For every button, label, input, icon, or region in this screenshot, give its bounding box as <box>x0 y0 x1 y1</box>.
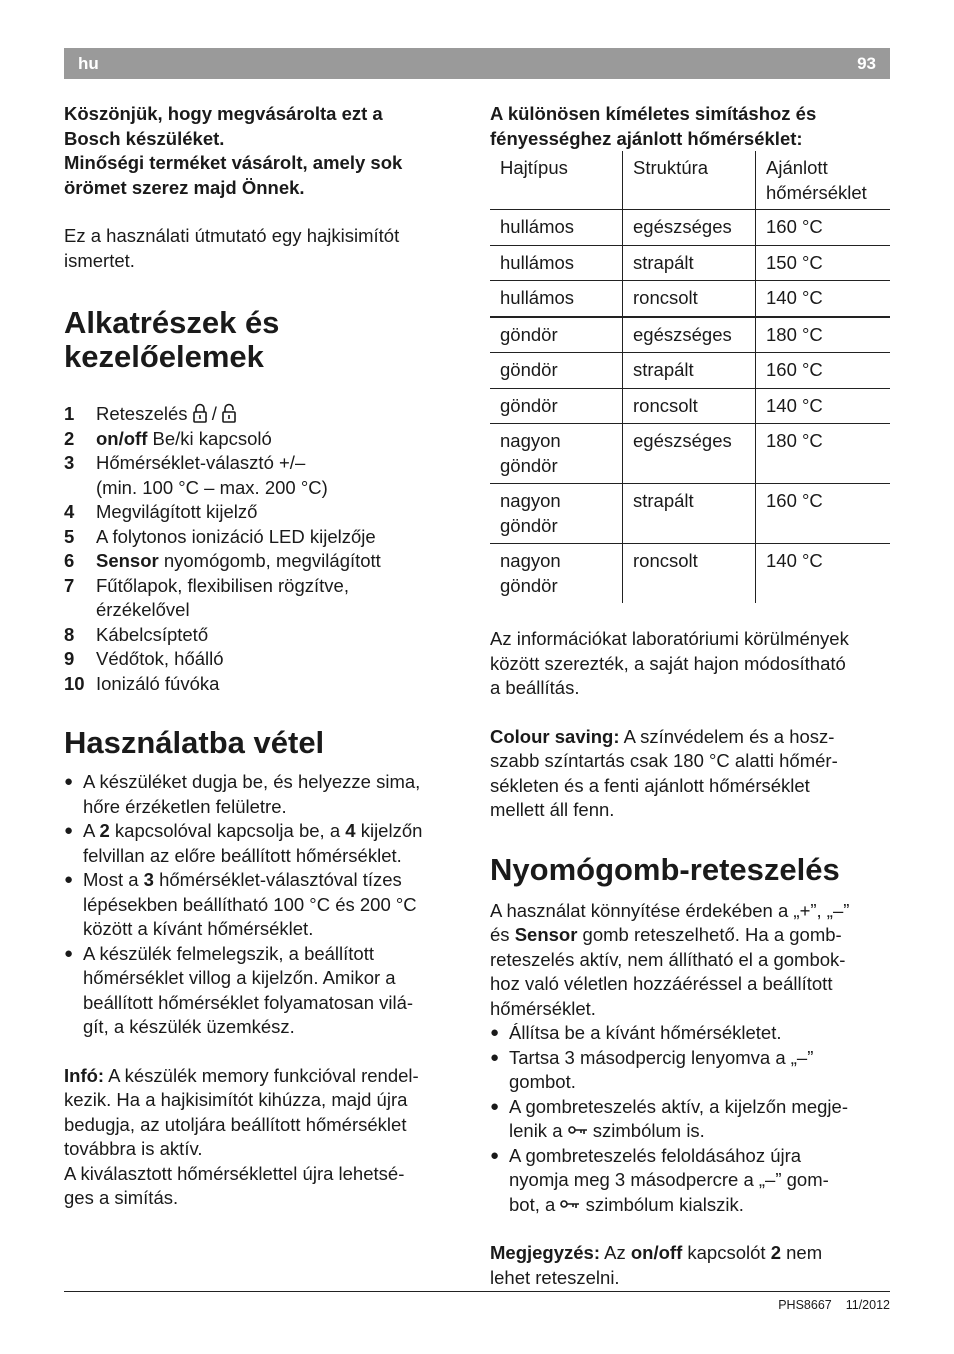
list-item: 9 Védőtok, hőálló <box>64 648 224 669</box>
page-number: 93 <box>857 54 876 73</box>
list-item: 6 Sensor nyomógomb, megvilágított <box>64 550 381 571</box>
intro-text: Ez a használati útmutató egy hajkisimítót ismertet. <box>64 225 400 271</box>
page-footer <box>778 1298 890 1312</box>
parts-heading: Alkatrészek és kezelőelemek <box>64 305 280 374</box>
table-row: hullámos roncsolt 140 °C <box>490 281 890 317</box>
list-item: ● A gombreteszelés aktív, a kijelzőn megje- lenik a szimbólum is. <box>490 1095 890 1144</box>
left-column <box>64 102 464 1211</box>
list-item: 5 A folytonos ionizáció LED kijelzője <box>64 525 376 547</box>
table-row: nagyon göndör egészséges 180 °C <box>490 424 890 484</box>
parts-list <box>64 402 464 696</box>
button-lock-intro: A használat könnyítése érdekében a „+”, „–” és Sensor gomb reteszelhető. Ha a gomb- reteszelés aktív, nem állítható el a gombok- hoz való véletlen hozzáéréssel a beállított hőmérséklet. <box>490 899 850 1019</box>
note-paragraph: Megjegyzés: Az on/off kapcsolót 2 nem lehet reteszelni. <box>490 1242 823 1288</box>
table-row: göndör roncsolt 140 °C <box>490 388 890 424</box>
button-lock-heading: Nyomógomb-reteszelés <box>490 851 840 887</box>
list-item: 2 on/off Be/ki kapcsoló <box>64 427 272 449</box>
table-row: hullámos egészséges 160 °C <box>490 210 890 246</box>
list-item: ● A készülék felmelegszik, a beállított hőmérséklet villog a kijelzőn. Amikor a beállított hőmérséklet folyamatosan vilá- gít, a készülék üzemkész. <box>64 942 464 1040</box>
lock-open-icon <box>222 403 236 423</box>
temperature-table <box>490 151 890 603</box>
table-caption: A különösen kíméletes simításhoz és fényességhez ajánlott hőmérséklet: <box>490 103 817 149</box>
usage-list <box>64 770 464 1040</box>
header-temperature: Ajánlott hőmérséklet <box>756 151 891 210</box>
list-item: 7 Fűtőlapok, flexibilisen rögzítve, érzékelővel <box>64 574 349 620</box>
header-structure: Struktúra <box>623 151 756 210</box>
right-column <box>490 102 890 1290</box>
list-item: ● A 2 kapcsolóval kapcsolja be, a 4 kijelzőn felvillan az előre beállított hőmérséklet. <box>64 819 464 868</box>
language-code: hu <box>78 54 99 73</box>
list-item: 1 Reteszelés / <box>64 402 464 427</box>
header-hair-type: Hajtípus <box>490 151 623 210</box>
button-lock-list <box>490 1021 890 1217</box>
list-item: ● A készüléket dugja be, és helyezze sima, hőre érzéketlen felületre. <box>64 770 464 819</box>
table-row: nagyon göndör strapált 160 °C <box>490 484 890 544</box>
list-item: ● A gombreteszelés feloldásához újra nyomja meg 3 másodpercre a „–” gom- bot, a szimbólum kialszik. <box>490 1144 890 1218</box>
footer-divider <box>64 1291 890 1292</box>
table-row: hullámos strapált 150 °C <box>490 245 890 281</box>
list-item: ● Tartsa 3 másodpercig lenyomva a „–” gombot. <box>490 1046 890 1095</box>
table-row: nagyon göndör roncsolt 140 °C <box>490 544 890 604</box>
usage-heading: Használatba vétel <box>64 725 325 760</box>
print-date: 11/2012 <box>845 1298 890 1312</box>
table-row: göndör egészséges 180 °C <box>490 317 890 353</box>
model-number: PHS8667 <box>778 1298 832 1312</box>
page-header <box>64 48 890 79</box>
list-item: 4 Megvilágított kijelző <box>64 501 258 522</box>
colour-saving-paragraph: Colour saving: A színvédelem és a hosz- szabb színtartás csak 180 °C alatti hőmér- sékleten és a fenti ajánlott hőmérséklet mellett áll fenn. <box>490 725 838 820</box>
table-row: göndör strapált 160 °C <box>490 353 890 389</box>
list-item: ● Állítsa be a kívánt hőmérsékletet. <box>490 1021 890 1046</box>
list-item: 3 Hőmérséklet-választó +/– (min. 100 °C – max. 200 °C) <box>64 452 328 498</box>
info-paragraph: Infó: A készülék memory funkcióval rendel- kezik. Ha a hajkisimítót kihúzza, majd újra bedugja, az utoljára beállított hőmérséklet továbbra is aktív. A kiválasztott hőmérséklettel újra lehetsé- ges a simítás. <box>64 1064 419 1208</box>
lock-closed-icon <box>193 403 207 423</box>
list-item: 10 Ionizáló fúvóka <box>64 672 220 694</box>
list-item: 8 Kábelcsíptető <box>64 623 209 645</box>
list-item: ● Most a 3 hőmérséklet-választóval tízes lépésekben beállítható 100 °C és 200 °C között a kívánt hőmérséklet. <box>64 868 464 942</box>
key-icon <box>568 1124 588 1138</box>
lab-note: Az információkat laboratóriumi körülmények között szerezték, a saját hajon módosítható a beállítás. <box>490 628 849 698</box>
thank-you-text: Köszönjük, hogy megvásárolta ezt a Bosch készüléket. Minőségi terméket vásárolt, amely sok örömet szerez majd Önnek. <box>64 103 403 198</box>
key-icon <box>560 1198 580 1212</box>
table-header-row <box>490 151 890 210</box>
